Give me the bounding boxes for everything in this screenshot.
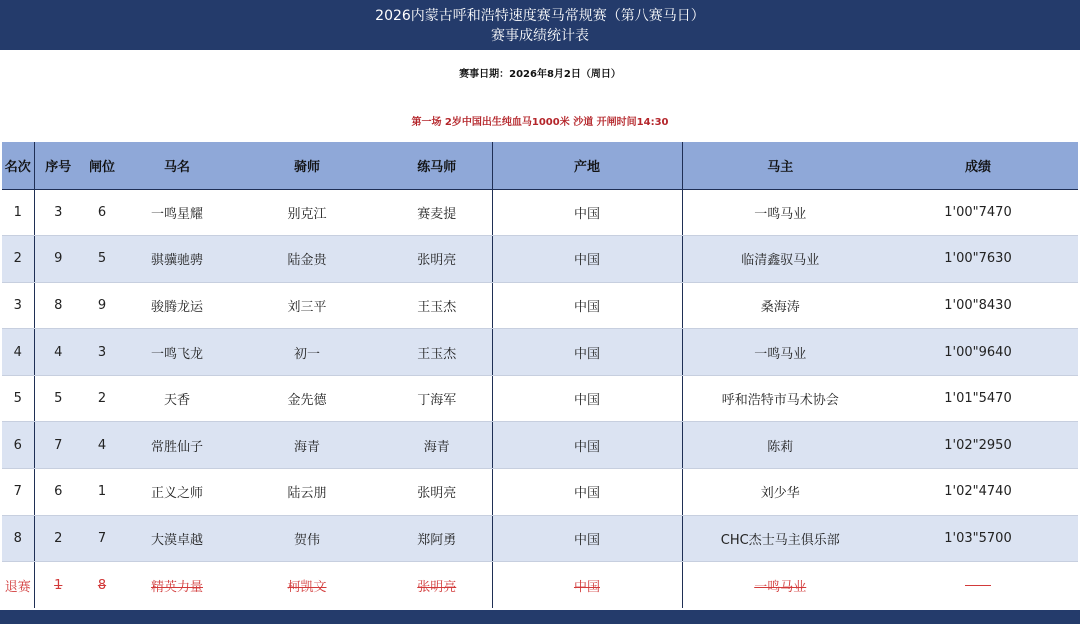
cell-trainer: 赛麦提	[382, 189, 492, 236]
title-line-2: 赛事成绩统计表	[491, 28, 589, 44]
col-header-jockey: 骑师	[232, 142, 382, 189]
cell-result: 1'00"7630	[878, 236, 1078, 283]
cell-gate: 1	[82, 469, 122, 516]
cell-no: 6	[34, 469, 82, 516]
cell-rank: 1	[2, 189, 34, 236]
cell-gate: 4	[82, 422, 122, 469]
cell-origin: 中国	[492, 282, 682, 329]
cell-horse: 骐骥驰骋	[122, 236, 232, 283]
cell-rank: 3	[2, 282, 34, 329]
table-row-scratched	[2, 562, 1078, 609]
cell-jockey: 别克江	[232, 189, 382, 236]
table-row	[2, 329, 1078, 376]
cell-trainer: 海青	[382, 422, 492, 469]
cell-jockey: 陆金贵	[232, 236, 382, 283]
cell-jockey: 海青	[232, 422, 382, 469]
cell-jockey: 陆云朋	[232, 469, 382, 516]
table-row	[2, 236, 1078, 283]
col-header-gate: 闸位	[82, 142, 122, 189]
cell-no: 9	[34, 236, 82, 283]
title-banner	[0, 0, 1080, 50]
col-header-result: 成绩	[878, 142, 1078, 189]
title-line-1: 2026内蒙古呼和浩特速度赛马常规赛（第八赛马日）	[375, 8, 705, 24]
cell-trainer: 张明亮	[382, 469, 492, 516]
cell-origin: 中国	[492, 189, 682, 236]
cell-horse: 一鸣星耀	[122, 189, 232, 236]
cell-jockey: 金先德	[232, 375, 382, 422]
cell-rank: 8	[2, 515, 34, 562]
col-header-rank: 名次	[2, 142, 34, 189]
cell-no: 8	[34, 282, 82, 329]
cell-horse: 精英力量	[122, 562, 232, 609]
cell-origin: 中国	[492, 469, 682, 516]
cell-origin: 中国	[492, 236, 682, 283]
table-row	[2, 282, 1078, 329]
cell-rank: 6	[2, 422, 34, 469]
cell-trainer: 王玉杰	[382, 329, 492, 376]
cell-gate: 5	[82, 236, 122, 283]
cell-owner: 临清鑫驭马业	[682, 236, 878, 283]
cell-gate: 7	[82, 515, 122, 562]
table-row	[2, 375, 1078, 422]
cell-owner: 一鸣马业	[682, 329, 878, 376]
cell-no: 7	[34, 422, 82, 469]
cell-owner: 一鸣马业	[682, 189, 878, 236]
table-row	[2, 422, 1078, 469]
col-header-no: 序号	[34, 142, 82, 189]
cell-horse: 大漠卓越	[122, 515, 232, 562]
cell-origin: 中国	[492, 375, 682, 422]
cell-horse: 正义之师	[122, 469, 232, 516]
col-header-horse: 马名	[122, 142, 232, 189]
cell-result: 1'03"5700	[878, 515, 1078, 562]
cell-horse: 常胜仙子	[122, 422, 232, 469]
cell-result: 1'02"4740	[878, 469, 1078, 516]
cell-result: 1'00"7470	[878, 189, 1078, 236]
cell-rank: 退赛	[2, 562, 34, 609]
cell-horse: 骏腾龙运	[122, 282, 232, 329]
col-header-origin: 产地	[492, 142, 682, 189]
cell-gate: 8	[82, 562, 122, 609]
cell-owner: 刘少华	[682, 469, 878, 516]
cell-jockey: 柯凯文	[232, 562, 382, 609]
table-header-row	[2, 142, 1078, 189]
results-table	[2, 142, 1078, 608]
cell-no: 3	[34, 189, 82, 236]
cell-jockey: 初一	[232, 329, 382, 376]
race-info: 第一场 2岁中国出生纯血马1000米 沙道 开闸时间14:30	[411, 117, 669, 128]
cell-result: 1'01"5470	[878, 375, 1078, 422]
cell-rank: 2	[2, 236, 34, 283]
cell-origin: 中国	[492, 329, 682, 376]
cell-trainer: 张明亮	[382, 562, 492, 609]
cell-origin: 中国	[492, 562, 682, 609]
cell-trainer: 张明亮	[382, 236, 492, 283]
cell-gate: 9	[82, 282, 122, 329]
cell-no: 5	[34, 375, 82, 422]
cell-result: 1'00"9640	[878, 329, 1078, 376]
cell-result: ——	[878, 562, 1078, 609]
cell-no: 1	[34, 562, 82, 609]
cell-rank: 4	[2, 329, 34, 376]
cell-result: 1'00"8430	[878, 282, 1078, 329]
table-row	[2, 189, 1078, 236]
cell-owner: 一鸣马业	[682, 562, 878, 609]
cell-owner: 呼和浩特市马术协会	[682, 375, 878, 422]
cell-trainer: 丁海军	[382, 375, 492, 422]
cell-trainer: 郑阿勇	[382, 515, 492, 562]
cell-gate: 2	[82, 375, 122, 422]
cell-owner: 桑海涛	[682, 282, 878, 329]
cell-trainer: 王玉杰	[382, 282, 492, 329]
cell-rank: 7	[2, 469, 34, 516]
cell-origin: 中国	[492, 515, 682, 562]
col-header-trainer: 练马师	[382, 142, 492, 189]
cell-horse: 一鸣飞龙	[122, 329, 232, 376]
cell-no: 4	[34, 329, 82, 376]
cell-jockey: 贺伟	[232, 515, 382, 562]
cell-result: 1'02"2950	[878, 422, 1078, 469]
cell-jockey: 刘三平	[232, 282, 382, 329]
cell-owner: 陈莉	[682, 422, 878, 469]
table-row	[2, 469, 1078, 516]
table-row	[2, 515, 1078, 562]
cell-gate: 3	[82, 329, 122, 376]
cell-origin: 中国	[492, 422, 682, 469]
event-date: 赛事日期：2026年8月2日（周日）	[459, 69, 621, 80]
cell-owner: CHC杰士马主俱乐部	[682, 515, 878, 562]
col-header-owner: 马主	[682, 142, 878, 189]
cell-horse: 天香	[122, 375, 232, 422]
cell-gate: 6	[82, 189, 122, 236]
cell-no: 2	[34, 515, 82, 562]
footer-bar	[0, 610, 1080, 624]
cell-rank: 5	[2, 375, 34, 422]
